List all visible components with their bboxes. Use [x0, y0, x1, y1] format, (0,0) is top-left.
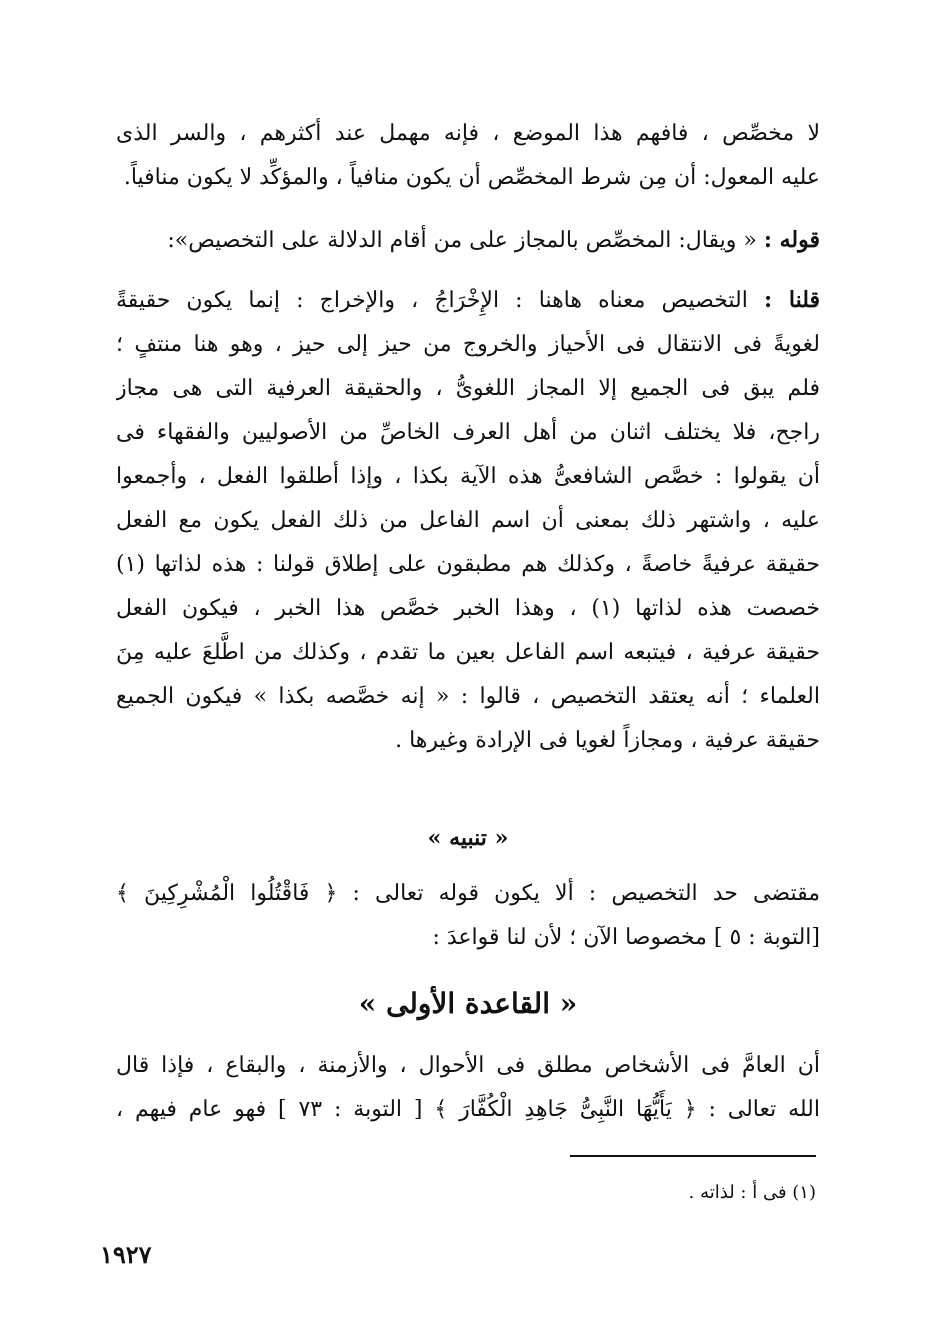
tanbih-paragraph — [116, 872, 820, 960]
text-line — [116, 218, 820, 263]
quote-text: « ويقال: المخصِّص بالمجاز على من أقام الدلالة على التخصيص»: — [167, 228, 757, 253]
text-line: حقيقة عرفية ، ومجازاً لغويا فى الإرادة وغيرها . — [395, 728, 820, 753]
answer-lead: قلنا : — [763, 287, 820, 313]
text-line: فلم يبق فى الجميع إلا المجاز اللغوىُّ ، والحقيقة العرفية التى هى مجاز — [116, 376, 820, 401]
quote-paragraph — [116, 218, 820, 263]
text-line: لغويةً فى الانتقال فى الأحياز والخروج من حيز إلى حيز ، وهو هنا منتفٍ ؛ — [116, 332, 820, 357]
text-line: الله تعالى : ﴿ يَأَيُّهَا النَّبِىُّ جَاهِدِ الْكُفَّارَ ﴾ [ التوبة : ٧٣ ] فهو عام فيهم ، — [116, 1097, 820, 1122]
heading-qaida: « القاعدة الأولى » — [358, 987, 578, 1020]
qaida-paragraph — [116, 1044, 820, 1132]
text-line: لا مخصِّص ، فافهم هذا الموضع ، فإنه مهمل عند أكثرهم ، والسر الذى — [116, 121, 820, 146]
text-line: راجح، فلا يختلف اثنان من أهل العرف الخاصِّ من الأصوليين والفقهاء فى — [116, 420, 820, 445]
text-line: أن يقولوا : خصَّص الشافعىُّ هذه الآية بكذا ، وإذا أطلقوا الفعل ، وأجمعوا — [116, 464, 820, 489]
text-line: عليه ، واشتهر ذلك بمعنى أن اسم الفاعل من ذلك الفعل يكون مع الفعل — [116, 508, 820, 533]
quote-lead: قوله : — [763, 227, 820, 253]
text-line: حقيقة عرفيةً خاصةً ، وكذلك هم مطبقون على إطلاق قولنا : هذه لذاتها (١) — [116, 552, 820, 577]
paragraph-1 — [116, 112, 820, 200]
text-line: [التوبة : ٥ ] مخصوصا الآن ؛ لأن لنا قواعدَ : — [432, 925, 820, 950]
answer-first-line: التخصيص معناه هاهنا : الإِخْرَاجُ ، والإخراج : إنما يكون حقيقةً — [116, 288, 748, 313]
text-line: خصصت هذه لذاتها (١) ، وهذا الخبر خصَّص هذا الخبر ، فيكون الفعل — [116, 596, 820, 621]
text-line: حقيقة عرفية ، فيتبعه اسم الفاعل بعين ما تقدم ، وكذلك من اطَّلعَ عليه مِنَ — [116, 640, 820, 665]
page-number: ١٩٢٧ — [100, 1240, 152, 1269]
text-line: أن العامَّ فى الأشخاص مطلق فى الأحوال ، والأزمنة ، والبقاع ، فإذا قال — [116, 1053, 820, 1078]
text-line: عليه المعول: أن مِن شرط المخصِّص أن يكون منافياً ، والمؤكِّد لا يكون منافياً. — [123, 165, 820, 190]
answer-paragraph — [116, 278, 820, 763]
footnote-divider — [570, 1155, 816, 1157]
text-line: العلماء ؛ أنه يعتقد التخصيص ، قالوا : « إنه خصَّصه بكذا » فيكون الجميع — [116, 684, 820, 709]
text-line — [116, 278, 820, 323]
footnote: (١) فى أ : لذاته . — [688, 1182, 816, 1203]
heading-tanbih: « تنبيه » — [427, 825, 509, 851]
text-line: مقتضى حد التخصيص : ألا يكون قوله تعالى : ﴿ فَاقْتُلُوا الْمُشْرِكِينَ ﴾ — [116, 881, 820, 906]
